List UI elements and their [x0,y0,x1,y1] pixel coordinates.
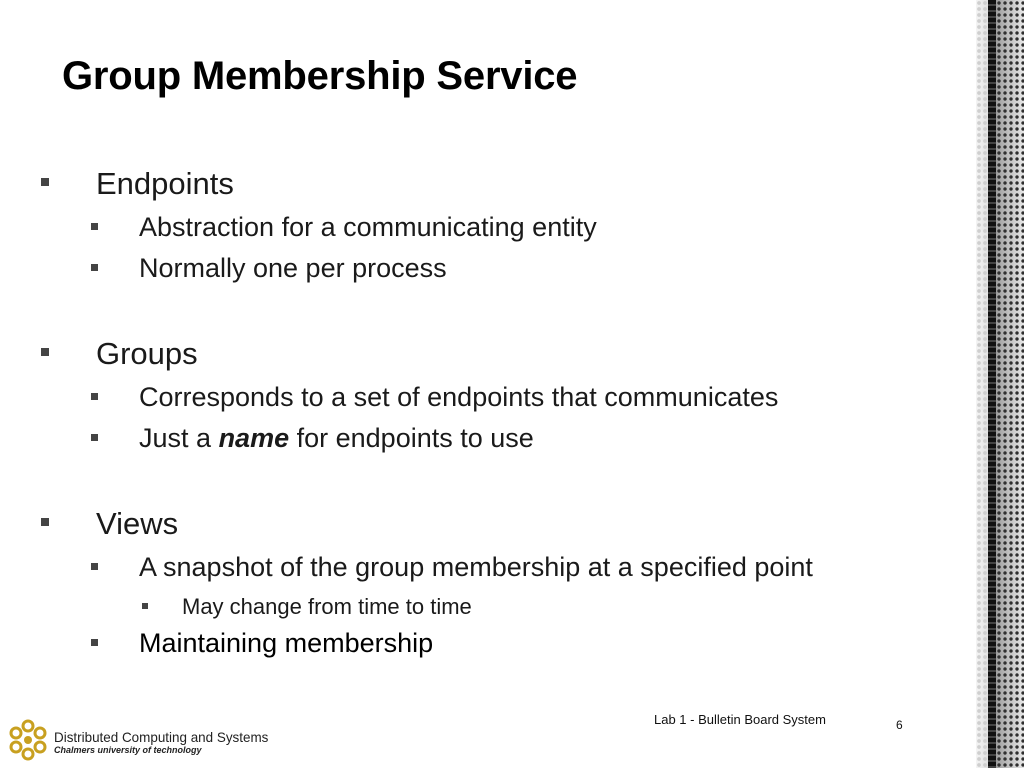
sub-bullet-label [139,423,534,454]
bullet-marker [41,518,49,526]
sub-sub-bullet-label: May change from time to time [182,594,472,619]
bullet-marker [41,178,49,186]
text-after: for endpoints to use [296,423,534,453]
chalmers-logo-icon [6,718,50,762]
slide-number: 6 [896,718,903,732]
emphasized-word: name [218,423,290,453]
bullet-label: Views [96,506,179,541]
decorative-border-fade [996,0,1024,768]
bullet-marker [91,264,98,271]
decorative-border-stripe [988,0,996,768]
bullet-label: Endpoints [96,166,234,201]
bullet-marker [41,348,49,356]
bullet-label: Groups [96,336,198,371]
bullet-marker [91,223,98,230]
bullet-marker [91,563,98,570]
sub-bullet-label: A snapshot of the group membership at a specified point [139,552,813,582]
bullet-marker [91,393,98,400]
sub-bullet-label: Abstraction for a communicating entity [139,212,597,242]
bullet-marker [142,603,148,609]
text-before: Just a [139,423,212,453]
sub-bullet-label: Maintaining membership [139,628,434,658]
slide-title: Group Membership Service [62,54,578,98]
bullet-marker [91,434,98,441]
bullet-marker [91,639,98,646]
footer-university: Chalmers university of technology [54,745,202,755]
sub-bullet-label: Normally one per process [139,253,447,283]
footer-organization: Distributed Computing and Systems [54,729,269,745]
footer-lab-title: Lab 1 - Bulletin Board System [654,712,826,727]
sub-bullet-label: Corresponds to a set of endpoints that communicates [139,382,779,412]
